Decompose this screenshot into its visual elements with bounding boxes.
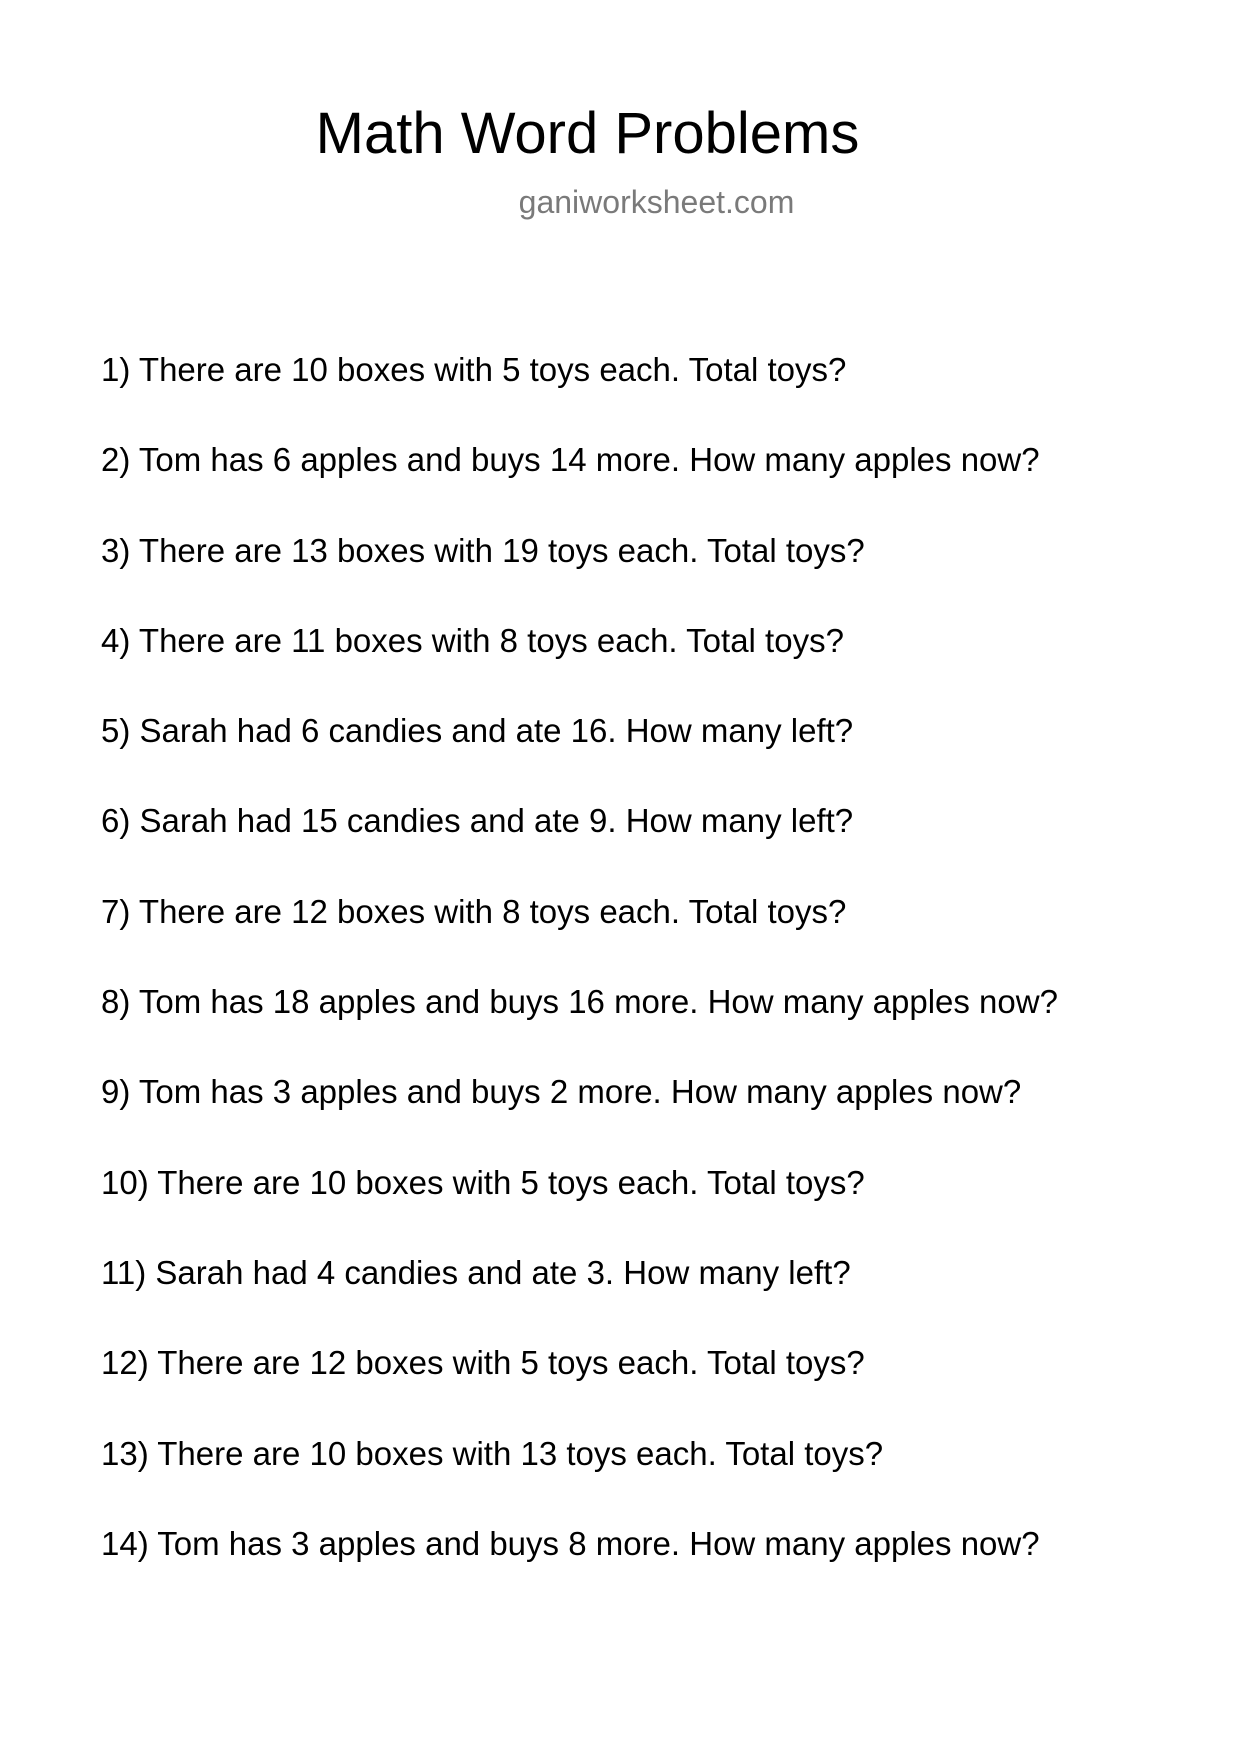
problem-item: 4) There are 11 boxes with 8 toys each. Total toys? xyxy=(101,621,844,659)
problem-item: 5) Sarah had 6 candies and ate 16. How many left? xyxy=(101,712,854,750)
problem-item: 6) Sarah had 15 candies and ate 9. How many left? xyxy=(101,802,854,840)
problem-item: 12) There are 12 boxes with 5 toys each. Total toys? xyxy=(101,1344,865,1382)
problem-item: 1) There are 10 boxes with 5 toys each. Total toys? xyxy=(101,351,847,388)
problem-item: 14) Tom has 3 apples and buys 8 more. How many apples now? xyxy=(101,1524,1040,1562)
problem-item: 7) There are 12 boxes with 8 toys each. Total toys? xyxy=(101,892,847,930)
problem-item: 13) There are 10 boxes with 13 toys each. Total toys? xyxy=(101,1434,884,1472)
page-title: Math Word Problems xyxy=(315,101,860,166)
problem-item: 2) Tom has 6 apples and buys 14 more. How many apples now? xyxy=(101,441,1040,479)
problem-item: 9) Tom has 3 apples and buys 2 more. How many apples now? xyxy=(101,1073,1022,1111)
problem-item: 3) There are 13 boxes with 19 toys each. Total toys? xyxy=(101,531,865,569)
problem-list xyxy=(101,348,1058,1612)
problem-item: 8) Tom has 18 apples and buys 16 more. How many apples now? xyxy=(101,983,1058,1021)
site-url: ganiworksheet.com xyxy=(518,184,795,220)
problem-item: 11) Sarah had 4 candies and ate 3. How many left? xyxy=(101,1253,851,1291)
problem-item: 10) There are 10 boxes with 5 toys each. Total toys? xyxy=(101,1163,865,1201)
